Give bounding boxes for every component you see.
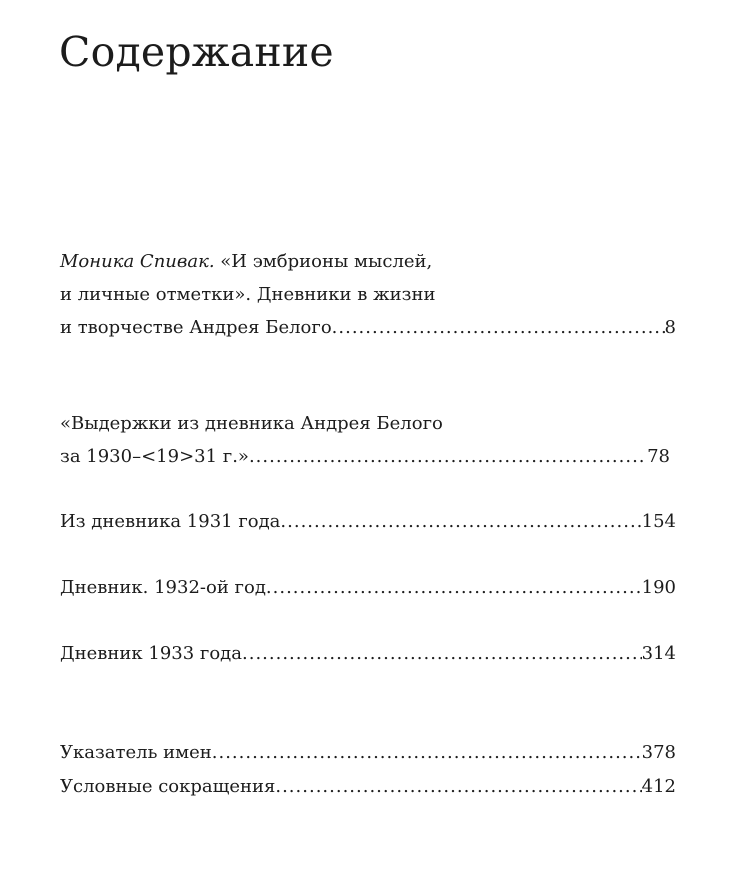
toc-entry-text: Дневник. 1932-ой год [60,577,266,598]
toc-page-number: 8 [664,317,676,338]
toc-entry-abbreviations [60,770,676,803]
toc-entry-text: Из дневника 1931 года [60,511,281,532]
toc-entry-text: и творчестве Андрея Белого [60,317,332,338]
toc-entry-line: «Выдержки из дневника Андрея Белого [60,413,443,434]
toc-entry-last-line [60,311,676,344]
toc-entry-line: и личные отметки». Дневники в жизни [60,284,436,305]
toc-leader-dots [212,736,642,769]
toc-entry-text: Указатель имен [60,742,212,763]
toc-entry-author: Моника Спивак. [60,251,215,272]
toc-page-number: 314 [641,643,676,664]
toc-leader-dots [249,440,647,473]
toc-entry-text: «И эмбрионы мыслей, [220,251,433,272]
toc-entry-last-line [60,440,670,473]
toc-leader-dots [275,770,641,803]
toc-page-number: 412 [641,776,676,797]
toc-entry-diary-1932 [60,571,676,604]
toc-leader-dots [280,505,641,538]
toc-page-number: 154 [641,511,676,532]
toc-entry-diary-1931 [60,505,676,538]
toc-page-number: 378 [641,742,676,763]
toc-leader-dots [266,571,642,604]
toc-entry-spivak [60,245,676,344]
toc-entry-diary-1933 [60,637,676,670]
page-title: Содержание [59,28,334,76]
toc-entry-text: Условные сокращения [60,776,276,797]
toc-leader-dots [242,637,642,670]
toc-entry-index [60,736,676,769]
toc-entry-text: за 1930–<19>31 г.» [60,446,249,467]
toc-page-number: 190 [641,577,676,598]
toc-entry-line [60,245,676,278]
toc-entry-excerpts [60,407,676,473]
toc-page-number: 78 [647,446,670,467]
toc-leader-dots [332,311,665,344]
toc-entry-text: Дневник 1933 года [60,643,242,664]
